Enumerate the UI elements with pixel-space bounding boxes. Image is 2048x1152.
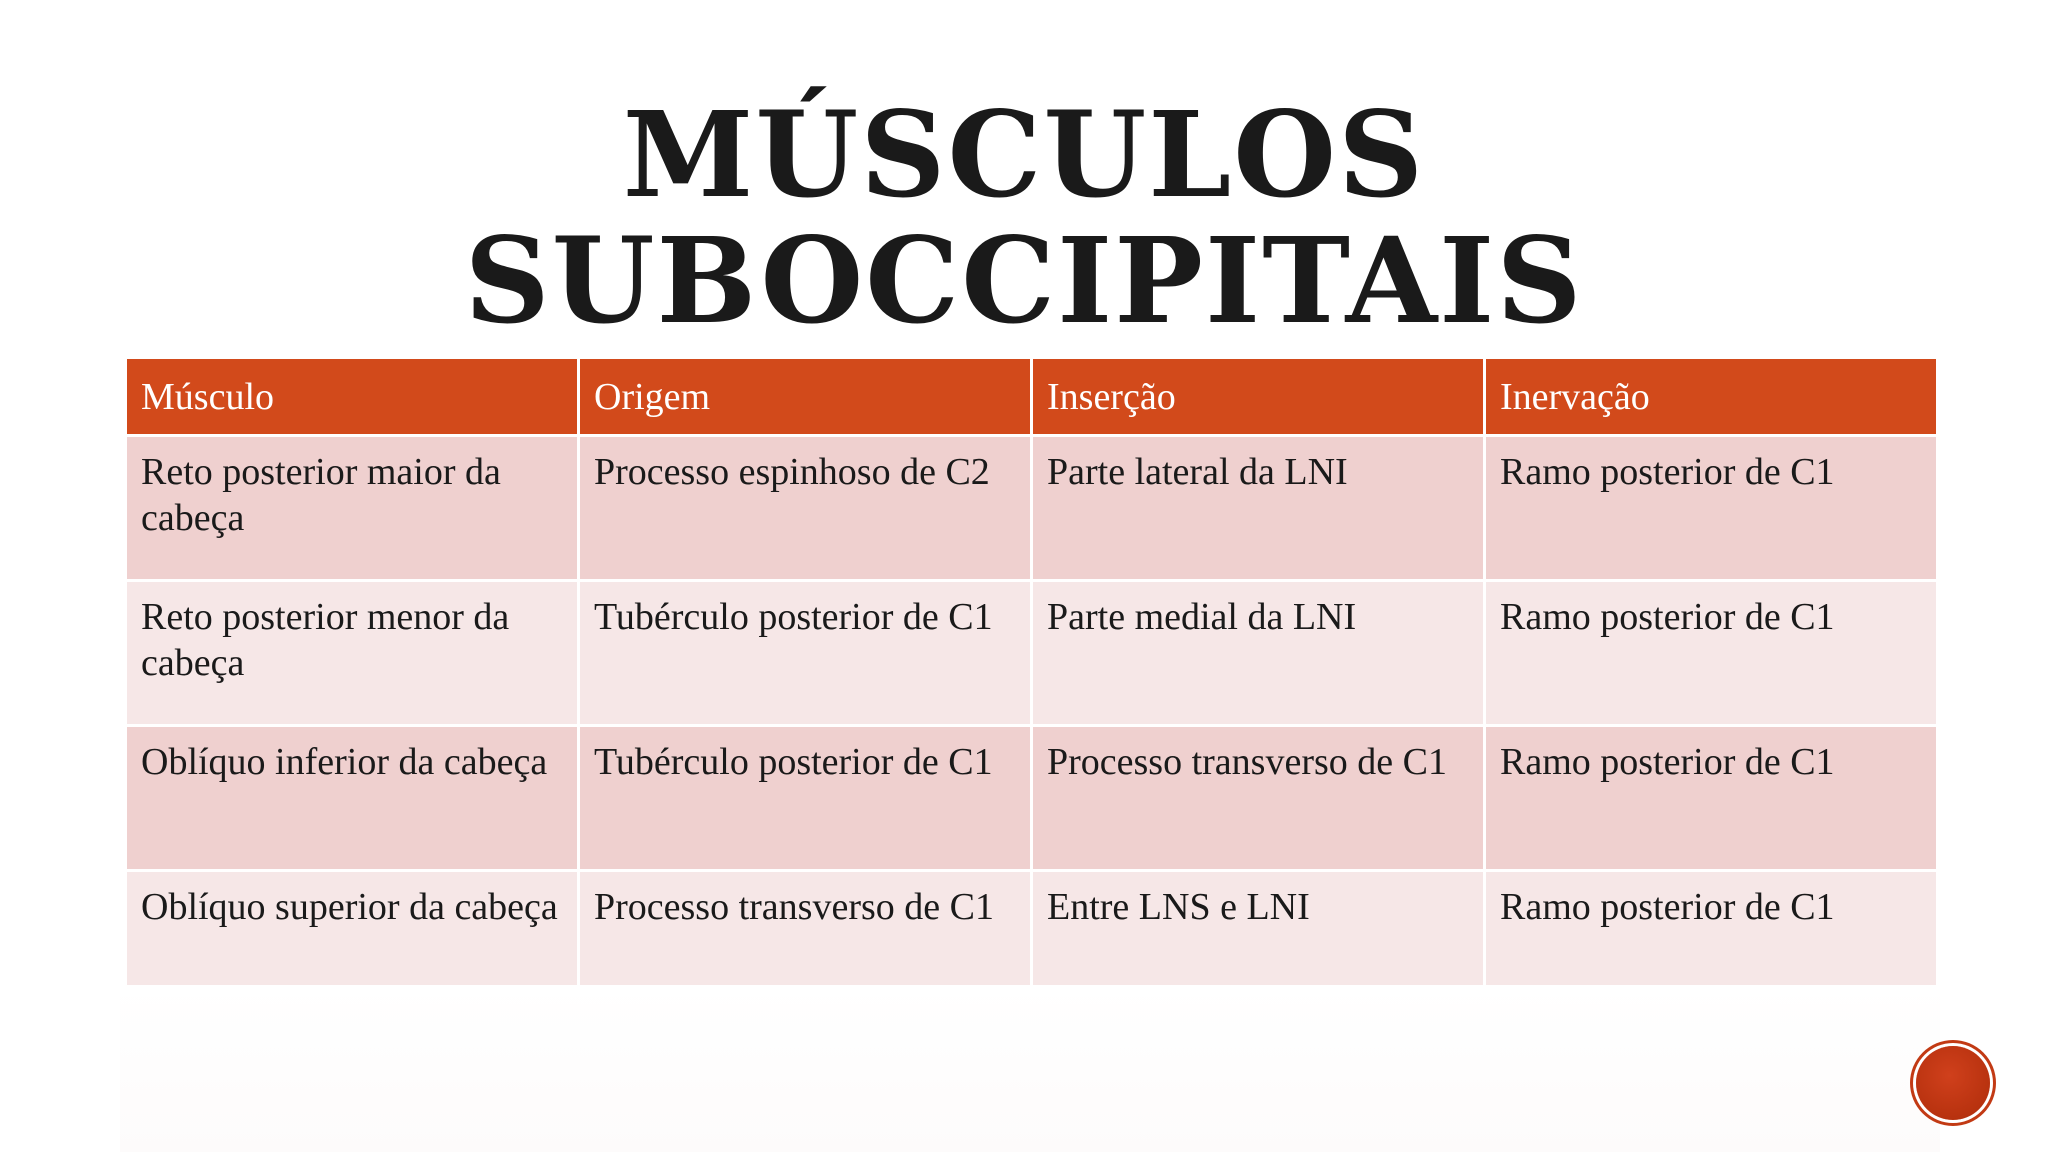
table-cell-insercao: Processo transverso de C1 — [1032, 726, 1485, 871]
table-cell-musculo: Reto posterior maior da cabeça — [126, 436, 579, 581]
slide-bottom-area — [120, 985, 1940, 1152]
column-header-musculo: Músculo — [126, 358, 579, 436]
column-header-insercao: Inserção — [1032, 358, 1485, 436]
muscles-table-container — [124, 356, 1939, 1017]
table-cell-musculo: Oblíquo superior da cabeça — [126, 871, 579, 1016]
table-cell-origem: Processo transverso de C1 — [579, 871, 1032, 1016]
column-header-origem: Origem — [579, 358, 1032, 436]
circle-nav-icon[interactable] — [1916, 1046, 1990, 1120]
table-cell-inervacao: Ramo posterior de C1 — [1485, 436, 1938, 581]
table-cell-inervacao: Ramo posterior de C1 — [1485, 871, 1938, 1016]
slide-title — [0, 85, 2048, 350]
table-cell-insercao: Parte medial da LNI — [1032, 581, 1485, 726]
muscles-table — [124, 356, 1939, 1017]
table-row — [126, 581, 1938, 726]
table-row — [126, 436, 1938, 581]
table-cell-insercao: Parte lateral da LNI — [1032, 436, 1485, 581]
table-row — [126, 726, 1938, 871]
table-cell-musculo: Reto posterior menor da cabeça — [126, 581, 579, 726]
table-cell-inervacao: Ramo posterior de C1 — [1485, 581, 1938, 726]
table-cell-origem: Tubérculo posterior de C1 — [579, 726, 1032, 871]
table-cell-insercao: Entre LNS e LNI — [1032, 871, 1485, 1016]
table-cell-origem: Processo espinhoso de C2 — [579, 436, 1032, 581]
table-cell-origem: Tubérculo posterior de C1 — [579, 581, 1032, 726]
slide-title-line-2: SUBOCCIPITAIS — [464, 211, 1584, 350]
table-cell-inervacao: Ramo posterior de C1 — [1485, 726, 1938, 871]
table-header-row — [126, 358, 1938, 436]
column-header-inervacao: Inervação — [1485, 358, 1938, 436]
slide-title-line-1: MÚSCULOS — [622, 85, 1426, 224]
table-cell-musculo: Oblíquo inferior da cabeça — [126, 726, 579, 871]
